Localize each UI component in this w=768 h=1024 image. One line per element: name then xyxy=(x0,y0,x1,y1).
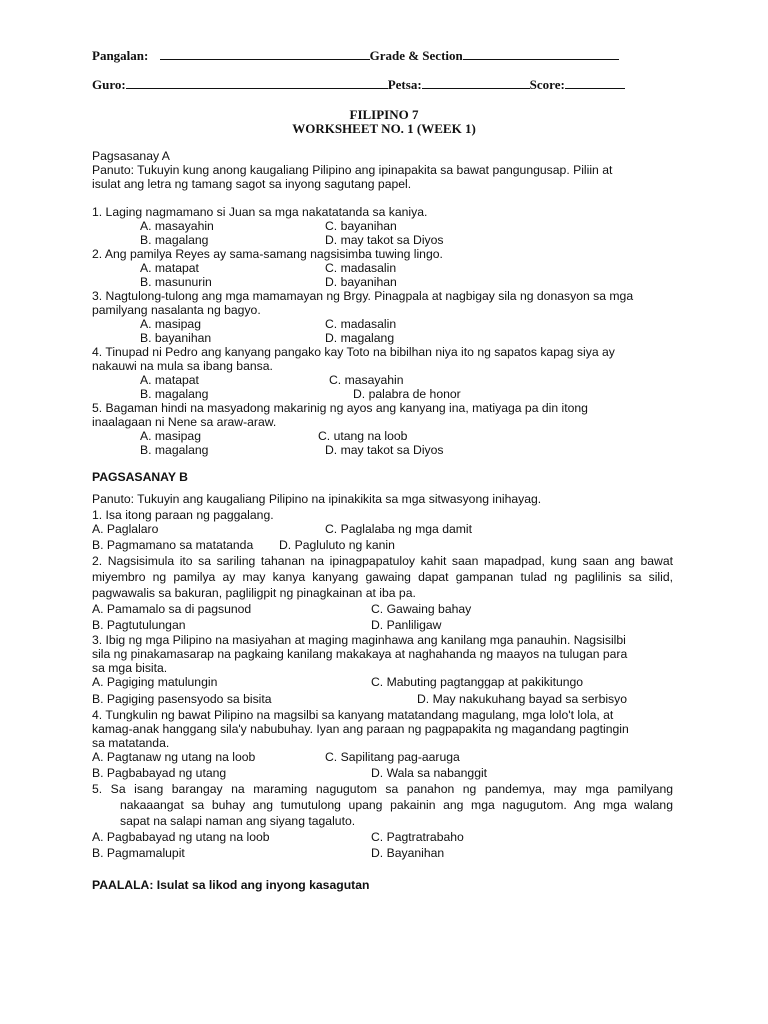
name-grade-row xyxy=(92,48,619,64)
question-text: sa mga bisita. xyxy=(92,661,168,675)
choice-a: A. matapat xyxy=(140,261,199,275)
choice-d: D. May nakukuhang bayad sa serbisyo xyxy=(417,692,628,706)
question-text: sa matatanda. xyxy=(92,736,170,750)
choice-b: B. Pagiging pasensyodo sa bisita xyxy=(92,692,272,706)
question-text: 5. Bagaman hindi na masyadong makarinig ng ayos ang kanyang ina, matiyaga pa din itong xyxy=(92,401,588,415)
worksheet-title: WORKSHEET NO. 1 (WEEK 1) xyxy=(292,121,476,136)
choice-c: C. masayahin xyxy=(329,373,404,387)
part-a-instructions-line: Panuto: Tukuyin kung anong kaugaliang Pilipino ang ipinapakita sa bawat pangungusap. Piliin at xyxy=(92,163,613,177)
choice-b: B. bayanihan xyxy=(140,331,212,345)
part-b-heading: PAGSASANAY B xyxy=(92,470,188,484)
choice-d: D. Pagluluto ng kanin xyxy=(279,538,395,552)
subject-title: FILIPINO 7 xyxy=(349,107,419,122)
teacher-blank xyxy=(126,77,388,89)
part-a-heading: Pagsasanay A xyxy=(92,149,170,163)
date-label: Petsa: xyxy=(387,77,422,92)
question-text: 5. Sa isang barangay na maraming nagugutom sa panahon ng pandemya, may mga pamilyang xyxy=(92,782,673,796)
teacher-label: Guro: xyxy=(92,77,126,92)
score-blank xyxy=(565,77,625,89)
question-text: sila ng pinakamasarap na pagkaing kanilang makakaya at naghahanda ng maayos na tulugan para xyxy=(92,647,628,661)
choice-d: D. magalang xyxy=(325,331,395,345)
choice-d: D. palabra de honor xyxy=(353,387,461,401)
choice-d: D. may takot sa Diyos xyxy=(325,443,444,457)
choice-b: B. masunurin xyxy=(140,275,212,289)
choice-d: D. Bayanihan xyxy=(371,846,445,860)
question-text: 3. Ibig ng mga Pilipino na masiyahan at maging maginhawa ang kanilang mga panauhin. Nagsisilbi xyxy=(92,633,626,647)
choice-c: C. utang na loob xyxy=(318,429,408,443)
choice-b: B. magalang xyxy=(140,387,209,401)
grade-section-label: Grade & Section xyxy=(369,48,463,63)
date-blank xyxy=(422,77,530,89)
name-label: Pangalan: xyxy=(92,48,149,63)
choice-a: A. Paglalaro xyxy=(92,522,159,536)
choice-a: A. masipag xyxy=(140,429,201,443)
score-label: Score: xyxy=(529,77,565,92)
part-b-instructions: Panuto: Tukuyin ang kaugaliang Pilipino na ipinakikita sa mga sitwasyong inihayag. xyxy=(92,492,542,506)
choice-d: D. Panliligaw xyxy=(371,618,442,632)
question-text: 1. Laging nagmamano si Juan sa mga nakatatanda sa kaniya. xyxy=(92,205,428,219)
choice-c: C. madasalin xyxy=(325,261,397,275)
question-text: pagwawalis sa bakuran, pagliligpit ng pinagkainan at iba pa. xyxy=(92,586,416,600)
teacher-date-score-row xyxy=(92,77,625,93)
choice-c: C. Sapilitang pag-aaruga xyxy=(325,750,460,764)
question-text: 3. Nagtulong-tulong ang mga mamamayan ng Brgy. Pinagpala at nagbigay sila ng donasyon sa mga xyxy=(92,289,634,303)
choice-c: C. bayanihan xyxy=(325,219,397,233)
question-text: inaalagaan ni Nene sa araw-araw. xyxy=(92,415,277,429)
question-text: kamag-anak hanggang sila'y nabubuhay. Iyan ang paraan ng pagpapakita ng magandang pagtingin xyxy=(92,722,629,736)
question-text: 2. Nagsisimula ito sa sariling tahanan na ipinagpapatuloy kahit saan mapadpad, kung saan ang bawat xyxy=(92,554,673,568)
choice-d: D. Wala sa nabanggit xyxy=(371,766,488,780)
choice-a: A. Pagiging matulungin xyxy=(92,675,218,689)
choice-a: A. Pamamalo sa di pagsunod xyxy=(92,602,252,616)
choice-b: B. magalang xyxy=(140,233,209,247)
question-text: 2. Ang pamilya Reyes ay sama-samang nagsisimba tuwing lingo. xyxy=(92,247,443,261)
choice-d: D. may takot sa Diyos xyxy=(325,233,444,247)
question-text: pamilyang nasalanta ng bagyo. xyxy=(92,303,261,317)
grade-section-blank xyxy=(463,48,619,60)
question-text: nakaaangat sa buhay ang tumutulong upang pakainin ang mga nagugutom. Ang mga walang xyxy=(120,798,673,812)
choice-b: B. Pagbabayad ng utang xyxy=(92,766,227,780)
question-text: nakauwi na mula sa ibang bansa. xyxy=(92,359,273,373)
question-text: miyembro ng pamilya ay may kanya kanyang gawaing dapat gampanan tulad ng paglilinis sa silid, xyxy=(92,570,673,584)
choice-a: A. matapat xyxy=(140,373,199,387)
choice-b: B. Pagmamano sa matatanda xyxy=(92,538,254,552)
question-text: sapat na salapi naman ang siyang tagaluto. xyxy=(120,814,356,828)
choice-c: C. madasalin xyxy=(325,317,397,331)
choice-a: A. Pagtanaw ng utang na loob xyxy=(92,750,256,764)
choice-c: C. Pagtratrabaho xyxy=(371,830,464,844)
choice-b: B. Pagmamalupit xyxy=(92,846,185,860)
choice-a: A. masipag xyxy=(140,317,201,331)
choice-c: C. Gawaing bahay xyxy=(371,602,472,616)
part-a-instructions-line: isulat ang letra ng tamang sagot sa inyong sagutang papel. xyxy=(92,177,412,191)
choice-c: C. Paglalaba ng mga damit xyxy=(325,522,473,536)
choice-a: A. masayahin xyxy=(140,219,214,233)
reminder-note: PAALALA: Isulat sa likod ang inyong kasagutan xyxy=(92,878,370,892)
question-text: 1. Isa itong paraan ng paggalang. xyxy=(92,508,274,522)
question-text: 4. Tinupad ni Pedro ang kanyang pangako kay Toto na bibilhan niya ito ng sapatos kapag siya ay xyxy=(92,345,615,359)
name-blank xyxy=(160,48,370,60)
choice-b: B. Pagtutulungan xyxy=(92,618,186,632)
choice-b: B. magalang xyxy=(140,443,209,457)
question-text: 4. Tungkulin ng bawat Pilipino na magsilbi sa kanyang matatandang magulang, mga lolo't lola, at xyxy=(92,708,614,722)
choice-d: D. bayanihan xyxy=(325,275,397,289)
choice-a: A. Pagbabayad ng utang na loob xyxy=(92,830,270,844)
choice-c: C. Mabuting pagtanggap at pakikitungo xyxy=(371,675,584,689)
